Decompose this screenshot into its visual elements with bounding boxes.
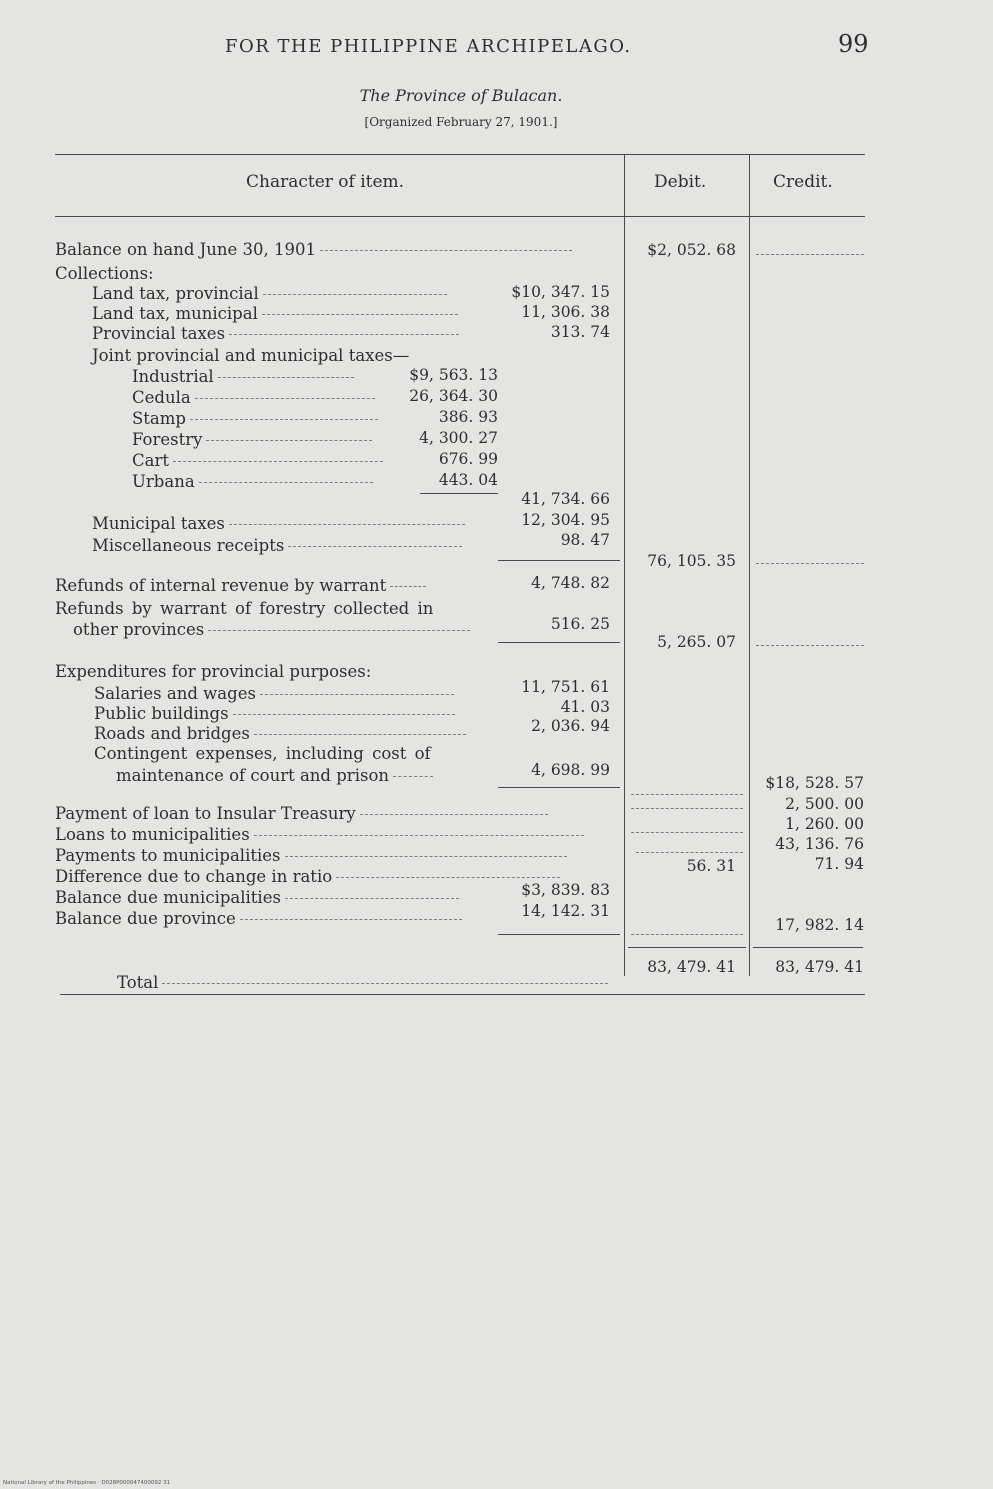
row-joint-taxes-label: Joint provincial and municipal taxes— xyxy=(92,346,410,365)
row-cart-value: 676. 99 xyxy=(438,450,498,468)
refunds-subtotal-rule xyxy=(498,642,620,643)
row-loan-payment-label: Payment of loan to Insular Treasury xyxy=(55,804,548,824)
row-stamp-label: Stamp xyxy=(132,409,378,429)
row-refunds-total-debit: 5, 265. 07 xyxy=(657,633,736,651)
row-balance-municipalities-value: $3, 839. 83 xyxy=(521,881,610,899)
credit-dash-collections xyxy=(756,563,864,564)
row-public-buildings-value: 41. 03 xyxy=(560,698,610,716)
column-header-debit: Debit. xyxy=(654,172,707,192)
row-refunds-internal-value: 4, 748. 82 xyxy=(531,574,610,592)
row-total-debit: 83, 479. 41 xyxy=(647,958,736,976)
row-provincial-taxes-label: Provincial taxes xyxy=(92,324,459,344)
row-municipal-taxes-label: Municipal taxes xyxy=(92,514,465,534)
row-balance-on-hand-label: Balance on hand June 30, 1901 xyxy=(55,240,572,260)
debit-dash-3 xyxy=(631,832,743,833)
row-stamp-value: 386. 93 xyxy=(438,408,498,426)
row-joint-total-value: 41, 734. 66 xyxy=(521,490,610,508)
row-refunds-forestry-label-2: other provinces xyxy=(73,620,470,640)
row-refunds-forestry-value: 516. 25 xyxy=(550,615,610,633)
row-provincial-taxes-value: 313. 74 xyxy=(550,323,610,341)
row-land-tax-municipal-label: Land tax, municipal xyxy=(92,304,458,324)
row-roads-value: 2, 036. 94 xyxy=(531,717,610,735)
debit-dash-1 xyxy=(631,794,743,795)
library-credit-line: National Library of the Philippines · D028P000047400092 31 xyxy=(3,1480,171,1486)
credit-dash-balance xyxy=(756,254,864,255)
row-cedula-value: 26, 364. 30 xyxy=(409,387,498,405)
row-industrial-label: Industrial xyxy=(132,367,354,387)
row-total-credit: 83, 479. 41 xyxy=(775,958,864,976)
row-municipal-taxes-value: 12, 304. 95 xyxy=(521,511,610,529)
credit-dash-refunds xyxy=(756,645,864,646)
collections-subtotal-rule xyxy=(498,560,620,561)
row-payments-municipalities-credit: 43, 136. 76 xyxy=(775,835,864,853)
row-industrial-value: $9, 563. 13 xyxy=(409,366,498,384)
totals-rule-debit xyxy=(628,947,746,948)
row-collections-label: Collections: xyxy=(55,264,154,283)
row-land-tax-provincial-label: Land tax, provincial xyxy=(92,284,447,304)
row-contingent-label-2: maintenance of court and prison xyxy=(116,766,433,786)
totals-rule-credit xyxy=(753,947,863,948)
expenditures-subtotal-rule xyxy=(498,787,620,788)
row-expenditures-label: Expenditures for provincial purposes: xyxy=(55,662,372,681)
row-misc-receipts-value: 98. 47 xyxy=(560,531,610,549)
row-land-tax-provincial-value: $10, 347. 15 xyxy=(511,283,610,301)
row-roads-label: Roads and bridges xyxy=(94,724,466,744)
row-balance-on-hand-debit: $2, 052. 68 xyxy=(647,241,736,259)
column-header-credit: Credit. xyxy=(773,172,833,192)
debit-column-divider xyxy=(624,154,625,976)
joint-subtotal-rule xyxy=(420,493,498,494)
table-top-rule xyxy=(55,154,865,155)
page-number: 99 xyxy=(838,30,869,58)
row-balance-province-value: 14, 142. 31 xyxy=(521,902,610,920)
row-refunds-internal-label: Refunds of internal revenue by warrant xyxy=(55,576,426,596)
row-difference-ratio-debit: 56. 31 xyxy=(686,857,736,875)
row-urbana-value: 443. 04 xyxy=(438,471,498,489)
table-header-rule xyxy=(55,216,865,217)
row-contingent-value: 4, 698. 99 xyxy=(531,761,610,779)
row-loans-municipalities-credit: 1, 260. 00 xyxy=(785,815,864,833)
row-total-label: Total xyxy=(117,973,608,993)
row-expenditures-total-credit: $18, 528. 57 xyxy=(765,774,864,792)
row-forestry-value: 4, 300. 27 xyxy=(419,429,498,447)
province-note: [Organized February 27, 1901.] xyxy=(364,115,558,129)
row-collections-total-debit: 76, 105. 35 xyxy=(647,552,736,570)
row-payments-municipalities-label: Payments to municipalities xyxy=(55,846,567,866)
credit-column-divider xyxy=(749,154,750,976)
row-balance-municipalities-label: Balance due municipalities xyxy=(55,888,459,908)
row-difference-ratio-label: Difference due to change in ratio xyxy=(55,867,560,887)
row-salaries-value: 11, 751. 61 xyxy=(521,678,610,696)
row-misc-receipts-label: Miscellaneous receipts xyxy=(92,536,462,556)
debit-dash-2 xyxy=(631,808,743,809)
row-cedula-label: Cedula xyxy=(132,388,375,408)
table-bottom-rule xyxy=(60,994,865,995)
row-balance-province-credit: 17, 982. 14 xyxy=(775,916,864,934)
row-urbana-label: Urbana xyxy=(132,472,373,492)
row-land-tax-municipal-value: 11, 306. 38 xyxy=(521,303,610,321)
column-header-item: Character of item. xyxy=(246,172,405,192)
row-refunds-forestry-label-1: Refunds by warrant of forestry collected in xyxy=(55,599,434,618)
row-forestry-label: Forestry xyxy=(132,430,372,450)
row-public-buildings-label: Public buildings xyxy=(94,704,455,724)
balance-subtotal-rule xyxy=(498,934,620,935)
row-loan-payment-credit: 2, 500. 00 xyxy=(785,795,864,813)
row-contingent-label-1: Contingent expenses, including cost of xyxy=(94,744,431,763)
row-loans-municipalities-label: Loans to municipalities xyxy=(55,825,584,845)
row-cart-label: Cart xyxy=(132,451,383,471)
running-head: FOR THE PHILIPPINE ARCHIPELAGO. xyxy=(225,36,632,57)
province-title: The Province of Bulacan. xyxy=(359,86,563,105)
row-difference-ratio-credit: 71. 94 xyxy=(814,855,864,873)
row-balance-province-label: Balance due province xyxy=(55,909,462,929)
debit-dash-4 xyxy=(636,852,743,853)
debit-dash-5 xyxy=(631,934,743,935)
row-salaries-label: Salaries and wages xyxy=(94,684,454,704)
